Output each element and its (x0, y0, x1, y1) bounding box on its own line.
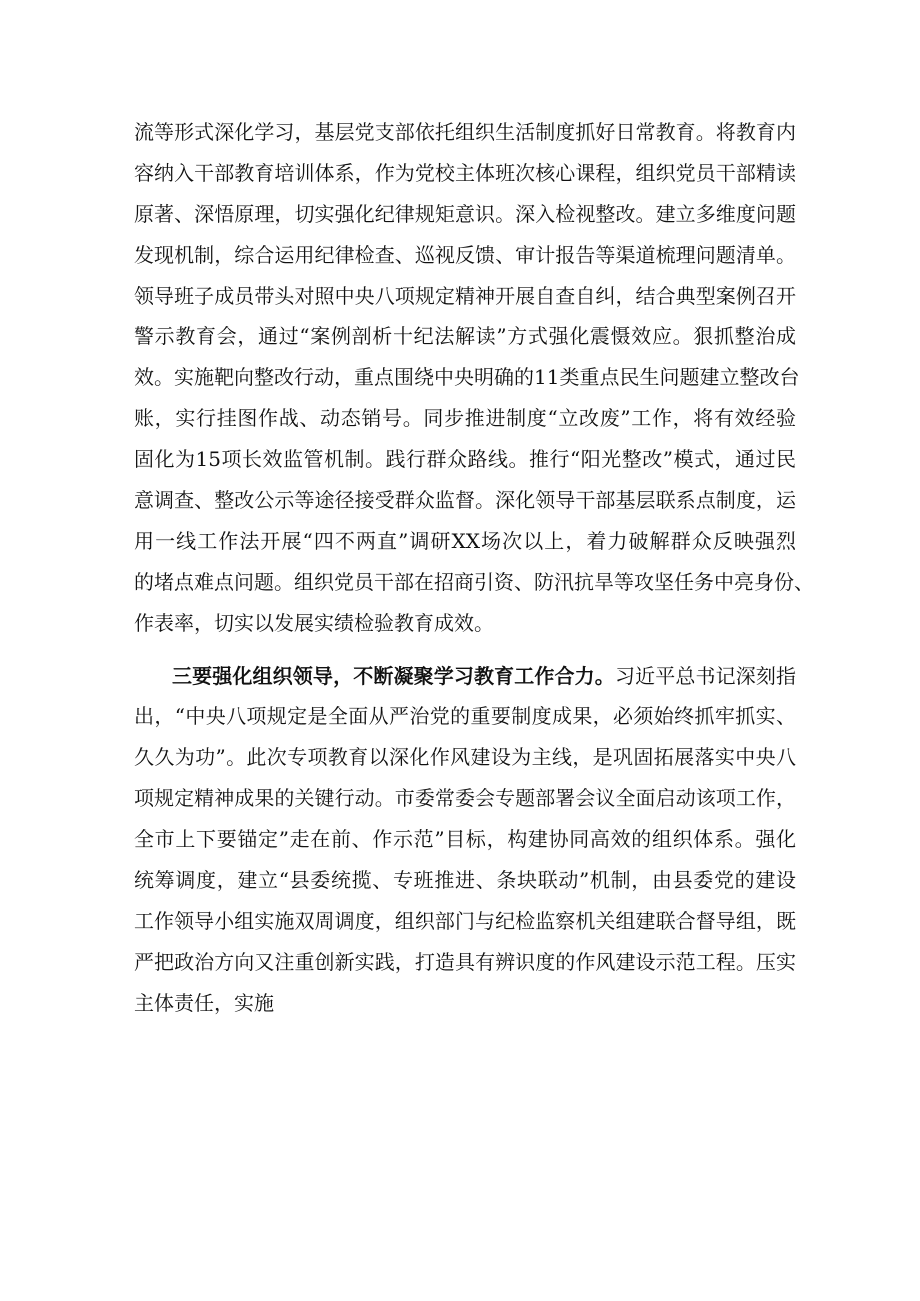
paragraph-1-line: 效。实施靶向整改行动，重点围绕中央明确的11类重点民生问题建立整改台 (134, 365, 800, 390)
paragraph-1-line: 用一线工作法开展“四不两直”调研XX场次以上，着力破解群众反映强烈 (134, 528, 796, 553)
paragraph-2-line: 久久为功”。此次专项教育以深化作风建设为主线，是巩固拓展落实中央八 (134, 745, 796, 770)
paragraph-2-line: 严把政治方向又注重创新实践，打造具有辨识度的作风建设示范工程。压实 (134, 949, 796, 974)
paragraph-2-line: 出，“中央八项规定是全面从严治党的重要制度成果，必须始终抓牢抓实、 (134, 704, 796, 729)
section-heading: 三要强化组织领导，不断凝聚学习教育工作合力。 (172, 663, 615, 688)
paragraph-1-line: 流等形式深化学习，基层党支部依托组织生活制度抓好日常教育。将教育内 (134, 120, 796, 144)
paragraph-1 (134, 112, 814, 644)
paragraph-2-line: 项规定精神成果的关键行动。市委常委会专题部署会议全面启动该项工作， (134, 786, 796, 811)
paragraph-1-line: 作表率，切实以发展实绩检验教育成效。 (134, 610, 494, 635)
paragraph-1-line: 发现机制，综合运用纪律检查、巡视反馈、审计报告等渠道梳理问题清单。 (134, 242, 796, 267)
paragraph-2-first-line-rest: 习近平总书记深刻指 (614, 663, 797, 688)
paragraph-2-line: 工作领导小组实施双周调度，组织部门与纪检监察机关组建联合督导组，既 (134, 908, 796, 933)
paragraph-1-line: 意调查、整改公示等途径接受群众监督。深化领导干部基层联系点制度，运 (134, 488, 796, 513)
paragraph-2-line: 主体责任，实施 (134, 990, 274, 1015)
paragraph-2 (134, 656, 796, 1024)
paragraph-1-line: 领导班子成员带头对照中央八项规定精神开展自查自纠，结合典型案例召开 (134, 283, 796, 308)
paragraph-1-line: 警示教育会，通过“案例剖析十纪法解读”方式强化震慑效应。狠抓整治成 (134, 324, 796, 349)
paragraph-1-line: 原著、深悟原理，切实强化纪律规矩意识。深入检视整改。建立多维度问题 (134, 201, 796, 226)
paragraph-1-line: 固化为15项长效监管机制。践行群众路线。推行“阳光整改”模式，通过民 (134, 447, 796, 472)
paragraph-1-line: 的堵点难点问题。组织党员干部在招商引资、防汛抗旱等攻坚任务中亮身份、 (134, 569, 814, 594)
paragraph-2-line: 统筹调度，建立“县委统揽、专班推进、条块联动”机制，由县委党的建设 (134, 868, 796, 893)
paragraph-gap (134, 644, 796, 656)
paragraph-1-line: 账，实行挂图作战、动态销号。同步推进制度“立改废”工作，将有效经验 (134, 406, 796, 431)
paragraph-2-line: 全市上下要锚定”走在前、作示范”目标，构建协同高效的组织体系。强化 (134, 827, 796, 852)
document-body (134, 112, 814, 1024)
paragraph-1-line: 容纳入干部教育培训体系，作为党校主体班次核心课程，组织党员干部精读 (134, 160, 796, 185)
paragraph-2-first-line (134, 656, 796, 697)
